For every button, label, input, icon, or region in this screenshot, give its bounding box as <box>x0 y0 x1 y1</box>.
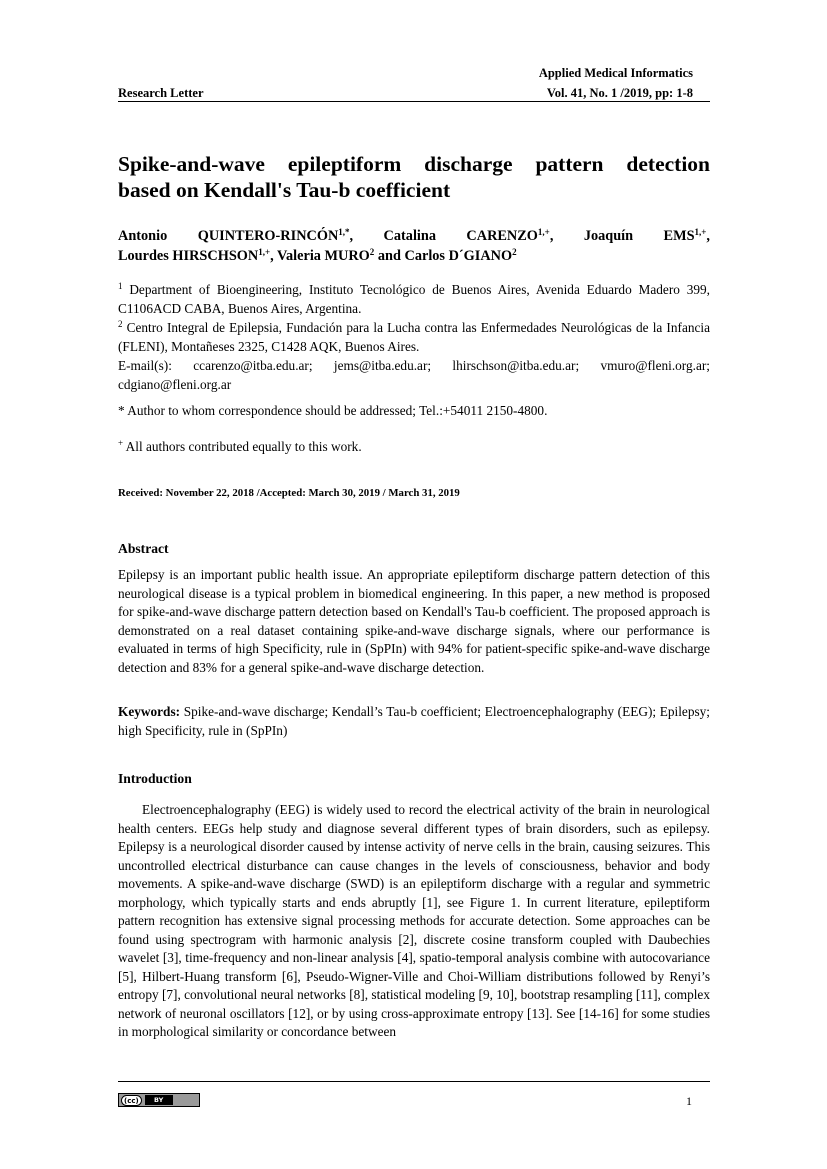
affiliation-text: Department of Bioengineering, Instituto Tecnológico de Buenos Aires, Avenida Eduardo Madero 399, C1106ACD CABA, Buenos Aires, Argentina. <box>118 282 710 316</box>
contribution-note <box>118 437 710 456</box>
title-line-2: based on Kendall's Tau-b coefficient <box>118 178 451 202</box>
by-attribution-icon: BY <box>145 1095 173 1105</box>
keywords <box>118 703 710 740</box>
author-affiliation-mark: 1,+ <box>258 247 271 257</box>
author-affiliation-mark: 2 <box>512 247 517 257</box>
email-list: E-mail(s): ccarenzo@itba.edu.ar; jems@itba.edu.ar; lhirschson@itba.edu.ar; vmuro@fleni.org.ar; <box>118 358 710 373</box>
article-type: Research Letter <box>118 86 204 100</box>
paper-title <box>118 151 710 203</box>
cc-license-badge[interactable] <box>118 1093 200 1107</box>
affiliation-mark: 2 <box>118 319 123 329</box>
affiliation-text: Centro Integral de Epilepsia, Fundación para la Lucha contra las Enfermedades Neurológicas de la Infancia (FLENI), Montañeses 2325, C1428 AQK, Buenos Aires. <box>118 320 710 354</box>
abstract-body: Epilepsy is an important public health issue. An appropriate epileptiform discharge pattern detection of this neurological disease is a typical problem in biomedical engineering. In this paper, a new method is proposed for spike-and-wave discharge pattern detection based on Kendall's Tau-b coefficient. The proposed approach is demonstrated on a real dataset containing spike-and-wave discharge signals, where our performance is evaluated in terms of high Specificity, rule in (SpPIn) with 94% for patient-specific spike-and-wave discharge detection and 83% for a general spike-and-wave discharge detection. <box>118 567 710 675</box>
contribution-text: All authors contributed equally to this work. <box>123 439 362 454</box>
affiliation-1 <box>118 280 710 318</box>
contribution-mark: + <box>118 438 124 448</box>
author-name: , Catalina CARENZO <box>349 228 538 244</box>
page-number: 1 <box>686 1094 692 1108</box>
affiliation-mark: 1 <box>118 281 123 291</box>
keywords-text: Spike-and-wave discharge; Kendall’s Tau-b coefficient; Electroencephalography (EEG); Epilepsy; high Specificity, rule in (SpPIn) <box>118 704 710 738</box>
header-divider <box>118 101 710 102</box>
correspondence-note: * Author to whom correspondence should be addressed; Tel.:+54011 2150-4800. <box>118 403 548 418</box>
author-affiliation-mark: 2 <box>369 247 375 257</box>
author-name: Antonio QUINTERO-RINCÓN <box>118 228 339 244</box>
title-line-1: Spike-and-wave epileptiform discharge pattern detection <box>118 152 710 176</box>
footer-divider <box>118 1081 710 1082</box>
cc-icon: (cc) <box>121 1095 142 1106</box>
author-affiliation-mark: 1,* <box>338 227 350 237</box>
author-line-1 <box>118 226 710 246</box>
abstract-heading: Abstract <box>118 541 169 556</box>
introduction-body: Electroencephalography (EEG) is widely used to record the electrical activity of the brain in neurological health centers. EEGs help study and diagnose several different types of brain disorders, such as epilepsy. Epilepsy is a neurological disorder caused by intense activity of nerve cells in the brain, causing seizures. This uncontrolled electrical disturbance can cause changes in the levels of consciousness, behavior and body movements. A spike-and-wave discharge (SWD) is an epileptiform discharge with a regular and symmetric morphology, which typically starts and ends abruptly [1], see Figure 1. In current literature, epileptiform pattern recognition has extensive signal processing methods for accurate detection. Some approaches can be found using spectrogram with harmonic analysis [2], discrete cosine transform coupled with Daubechies wavelet [3], time-frequency and non-linear analysis [4], spatio-temporal analysis combine with autocovariance [5], Hilbert-Huang transform [6], Pseudo-Wigner-Ville and Choi-William distributions followed by Renyi’s entropy [7], convolutional neural networks [8], statistical modeling [9, 10], bootstrap resampling [11], complex network of neuronal oscillators [12], or by using cross-approximate entropy [13]. See [14-16] for some studies in morphological similarity or concordance between <box>118 802 710 1039</box>
affiliations <box>118 280 710 394</box>
author-separator: , <box>706 228 710 244</box>
author-name: , Joaquín EMS <box>549 228 695 244</box>
affiliation-2 <box>118 318 710 356</box>
author-name: Lourdes HIRSCHSON <box>118 248 259 264</box>
journal-name: Applied Medical Informatics <box>538 66 693 80</box>
received-dates: Received: November 22, 2018 /Accepted: March 30, 2019 / March 31, 2019 <box>118 487 460 499</box>
introduction-heading: Introduction <box>118 771 192 786</box>
author-affiliation-mark: 1,+ <box>694 227 707 237</box>
author-affiliation-mark: 1,+ <box>537 227 550 237</box>
author-list <box>118 226 710 266</box>
volume-info: Vol. 41, No. 1 /2019, pp: 1-8 <box>546 86 693 100</box>
author-name: , Valeria MURO <box>270 248 370 264</box>
keywords-label: Keywords: <box>118 704 181 719</box>
email-list-continued: cdgiano@fleni.org.ar <box>118 377 232 392</box>
author-line-2 <box>118 248 517 264</box>
author-name: and Carlos D´GIANO <box>374 248 513 264</box>
